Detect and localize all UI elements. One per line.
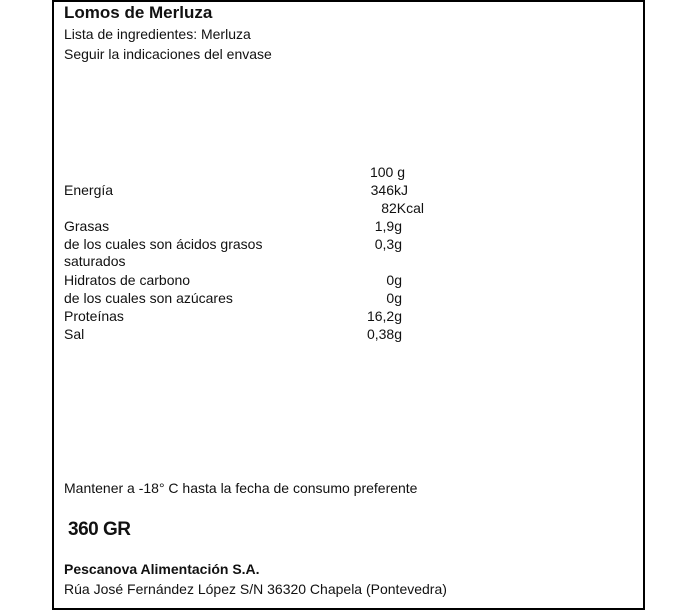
ingredients-line: Lista de ingredientes: Merluza bbox=[64, 26, 251, 42]
saturates-value: 0,3g bbox=[374, 236, 402, 252]
carbs-label: Hidratos de carbono bbox=[64, 272, 191, 288]
product-title: Lomos de Merluza bbox=[64, 3, 213, 22]
storage-instructions: Mantener a -18° C hasta la fecha de consumo preferente bbox=[64, 480, 418, 496]
instructions-line: Seguir la indicaciones del envase bbox=[64, 46, 272, 62]
energy-kcal-value: 82Kcal bbox=[381, 200, 424, 216]
protein-label: Proteínas bbox=[64, 308, 124, 324]
carbs-value: 0g bbox=[386, 272, 402, 288]
sugars-label: de los cuales son azúcares bbox=[64, 290, 233, 306]
salt-value: 0,38g bbox=[366, 326, 402, 342]
manufacturer-address: Rúa José Fernández López S/N 36320 Chapela (Pontevedra) bbox=[64, 581, 447, 597]
nutrition-header: 100 g bbox=[369, 164, 405, 180]
net-weight: 360 GR bbox=[68, 519, 131, 540]
protein-value: 16,2g bbox=[366, 308, 402, 324]
fat-label: Grasas bbox=[64, 218, 110, 234]
saturates-label-continued: saturados bbox=[64, 253, 126, 269]
fat-value: 1,9g bbox=[374, 218, 402, 234]
salt-label: Sal bbox=[64, 326, 85, 342]
energy-label: Energía bbox=[64, 182, 114, 198]
manufacturer-name: Pescanova Alimentación S.A. bbox=[64, 561, 260, 577]
saturates-label: de los cuales son ácidos grasos bbox=[64, 236, 263, 252]
sugars-value: 0g bbox=[386, 290, 402, 306]
energy-kj-value: 346kJ bbox=[370, 182, 408, 198]
